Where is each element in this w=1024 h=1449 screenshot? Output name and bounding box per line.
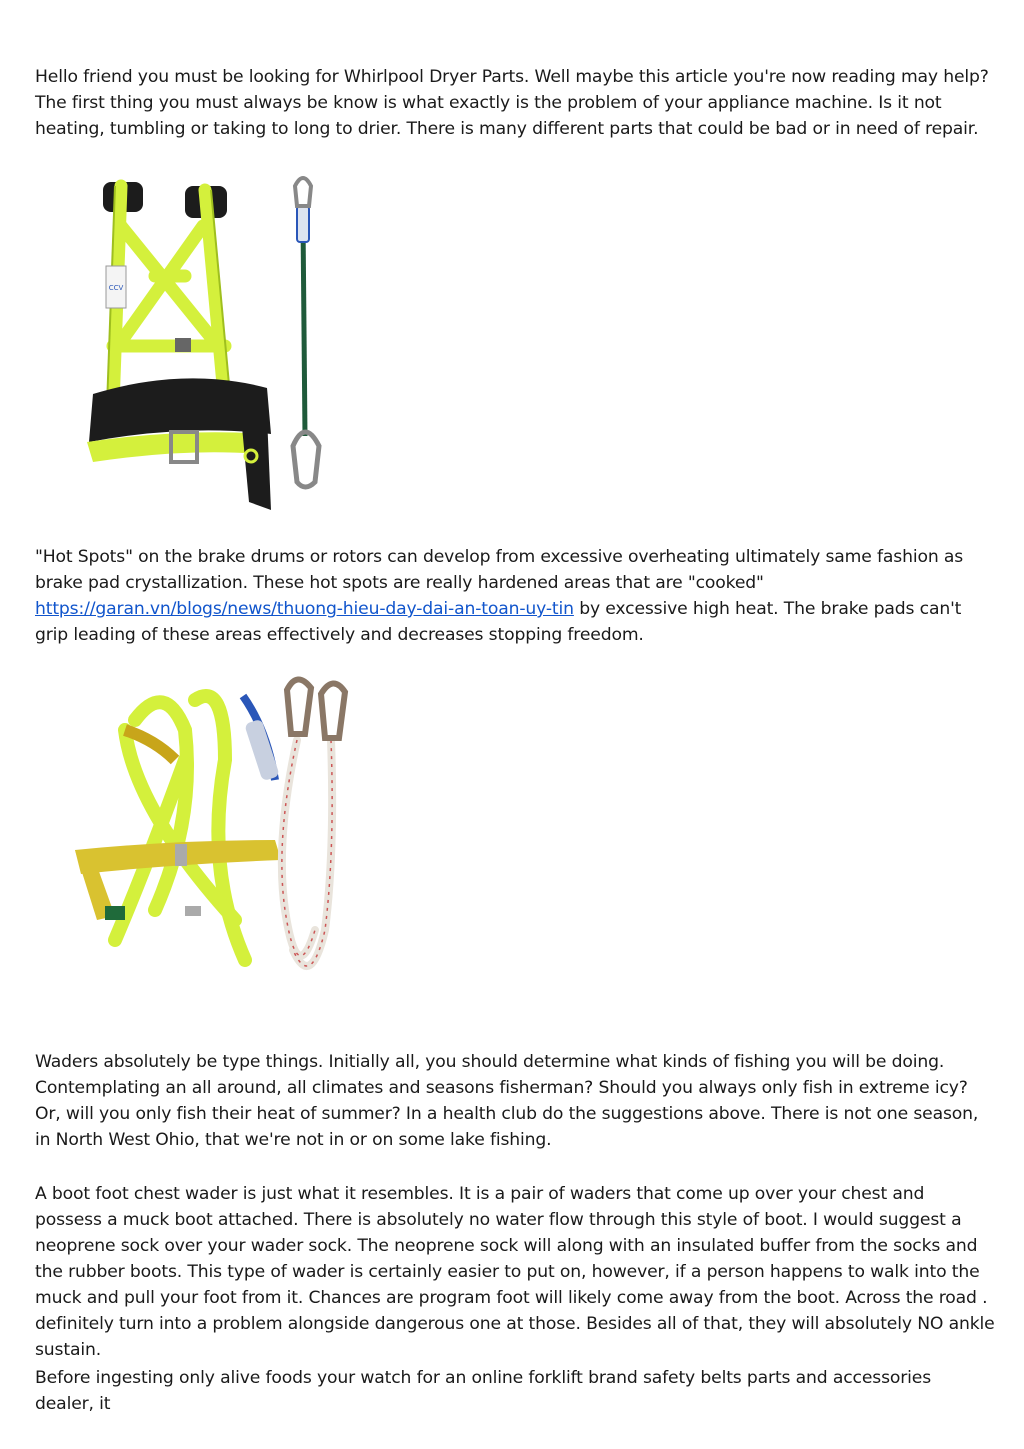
- hot-spots-text-before: "Hot Spots" on the brake drums or rotors can develop from excessive overheating ultimately same fashion as brake pad crystallization. These hot spots are really hardened areas that are "cooked": [35, 547, 964, 593]
- paragraph-forklift: Before ingesting only alive foods your watch for an online forklift brand safety belts parts and accessories dealer, it: [35, 1368, 932, 1414]
- paragraph-intro: Hello friend you must be looking for Whirlpool Dryer Parts. Well maybe this article you're now reading may help? The first thing you must always be know is what exactly is the problem of your appliance machine. Is it not heating, tumbling or taking to long to drier. There is many different parts that could be bad or in need of repair.: [35, 67, 989, 139]
- paragraph-waders: Waders absolutely be type things. Initially all, you should determine what kinds of fishing you will be doing. Contemplating an all around, all climates and seasons fisherman? Should you always only fish in extreme icy? Or, will you only fish their heat of summer? In a health club do the suggestions above. There is not one season, in North West Ohio, that we're not in or on some lake fishing.: [35, 1052, 979, 1150]
- harness-with-belt-illustration: [35, 166, 380, 511]
- harness-with-lanyard-illustration: [35, 670, 380, 1020]
- garan-link[interactable]: https://garan.vn/blogs/news/thuong-hieu-day-dai-an-toan-uy-tin: [35, 599, 574, 619]
- harness-with-belt-image: [35, 166, 380, 511]
- paragraph-boot-foot-wader: A boot foot chest wader is just what it resembles. It is a pair of waders that come up over your chest and possess a muck boot attached. There is absolutely no water flow through this style of boot. I would suggest a neoprene sock over your wader sock. The neoprene sock will along with an insulated buffer from the socks and the rubber boots. This type of wader is certainly easier to put on, however, if a person happens to walk into the muck and pull your foot from it. Chances are program foot will likely come away from the boot. Across the road . definitely turn into a problem alongside dangerous one at those. Besides all of that, they will absolutely NO ankle sustain.: [35, 1184, 995, 1360]
- paragraph-hot-spots: [35, 544, 995, 648]
- harness-label-text: CCV: [108, 284, 124, 292]
- harness-with-lanyard-image: [35, 670, 380, 1020]
- hot-spots-text-after: by excessive high heat. The brake pads can't grip leading of these areas effectively and decreases stopping freedom.: [35, 599, 962, 645]
